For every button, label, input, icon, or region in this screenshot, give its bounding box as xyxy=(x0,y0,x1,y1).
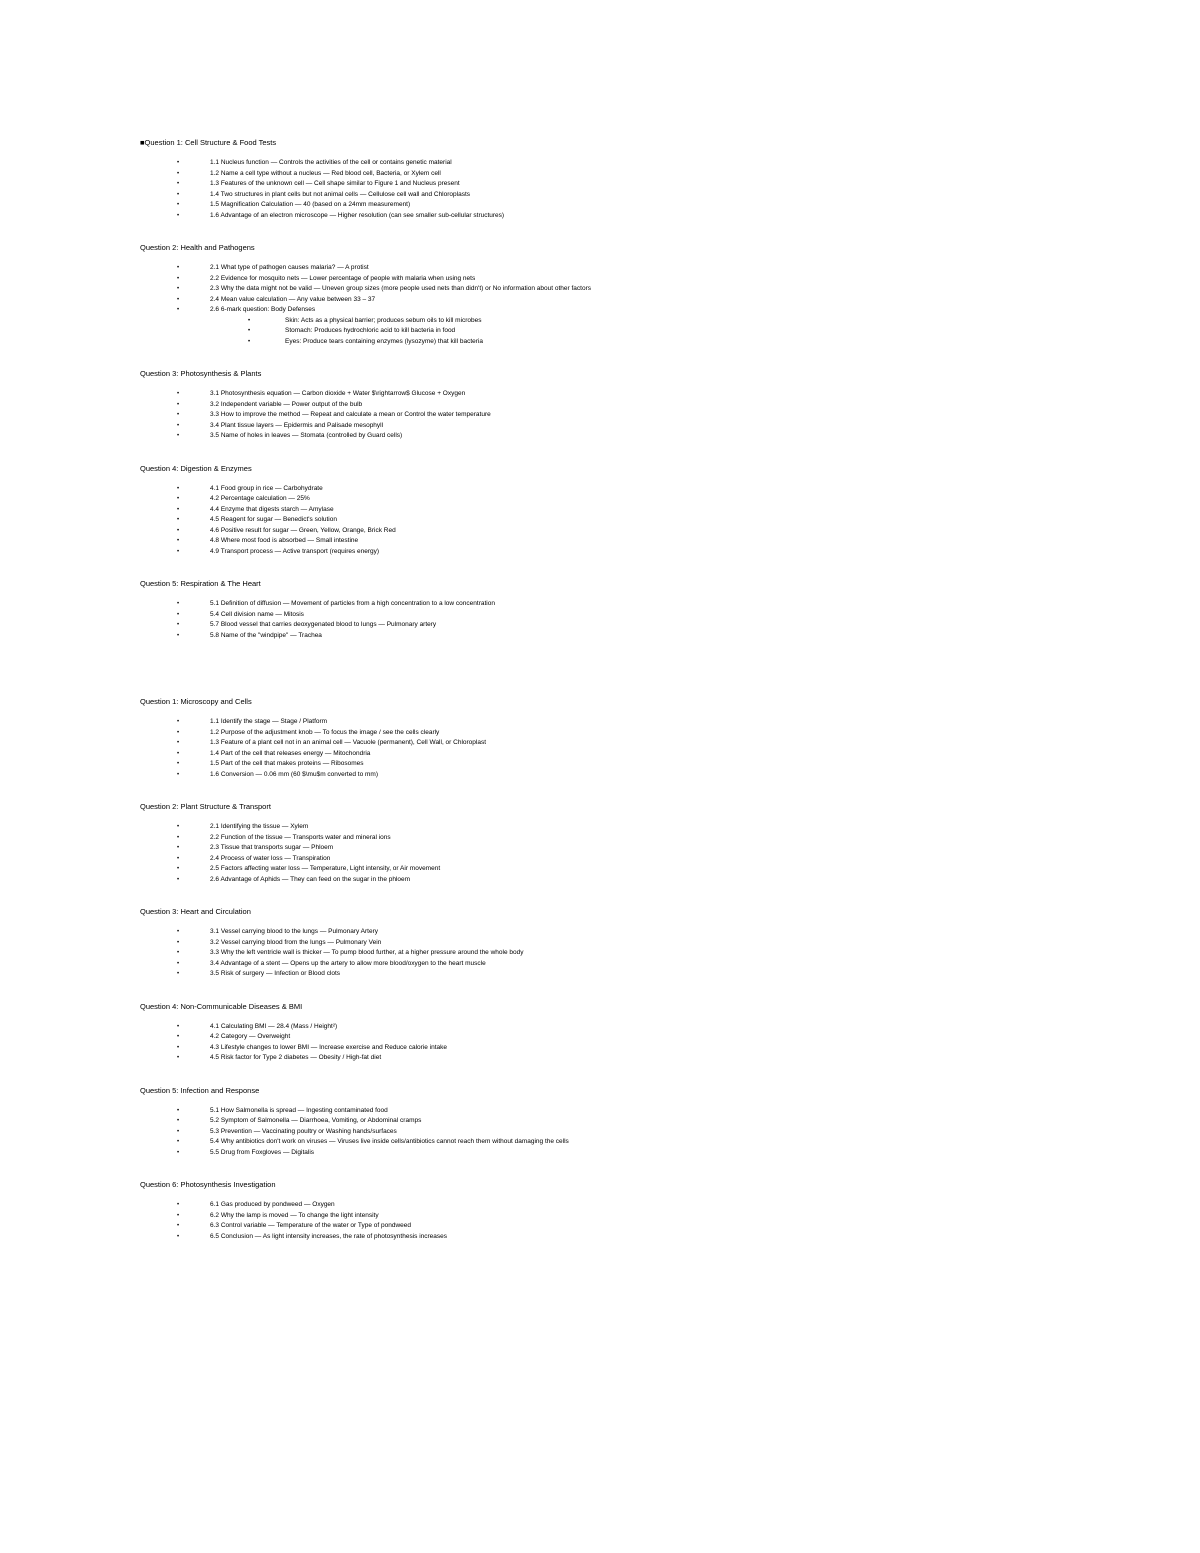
answer-item: • 5.1 Definition of diffusion — Movement of particles from a high concentration to a low concentration xyxy=(140,599,1140,610)
answer-item: • 6.1 Gas produced by pondweed — Oxygen xyxy=(140,1200,1140,1211)
answer-item: • 5.7 Blood vessel that carries deoxygenated blood to lungs — Pulmonary artery xyxy=(140,620,1140,631)
answer-item: • 2.2 Evidence for mosquito nets — Lower percentage of people with malaria when using nets xyxy=(140,274,1140,285)
answer-item: • 4.1 Calculating BMI — 28.4 (Mass / Height²) xyxy=(140,1022,1140,1033)
answer-item: • 4.8 Where most food is absorbed — Small intestine xyxy=(140,536,1140,547)
answer-item: • 3.5 Name of holes in leaves — Stomata (controlled by Guard cells) xyxy=(140,431,1140,442)
answer-item: • 4.2 Category — Overweight xyxy=(140,1032,1140,1043)
answer-item: • 2.3 Tissue that transports sugar — Phloem xyxy=(140,843,1140,854)
sub-answer-item: • Stomach: Produces hydrochloric acid to kill bacteria in food xyxy=(140,326,1140,337)
paper-two-answers xyxy=(140,697,1140,1242)
question-heading: Question 1: Microscopy and Cells xyxy=(140,697,252,706)
answer-item: • 5.8 Name of the "windpipe" — Trachea xyxy=(140,631,1140,642)
answer-item: • 4.6 Positive result for sugar — Green, Yellow, Orange, Brick Red xyxy=(140,526,1140,537)
answer-item: • 1.2 Purpose of the adjustment knob — To focus the image / see the cells clearly xyxy=(140,728,1140,739)
answer-list xyxy=(140,1106,1140,1159)
answer-item: • 1.5 Part of the cell that makes proteins — Ribosomes xyxy=(140,759,1140,770)
answer-item: • 3.1 Vessel carrying blood to the lungs — Pulmonary Artery xyxy=(140,927,1140,938)
sub-answer-item: • Skin: Acts as a physical barrier; produces sebum oils to kill microbes xyxy=(140,316,1140,327)
answer-item: • 3.3 How to improve the method — Repeat and calculate a mean or Control the water temperature xyxy=(140,410,1140,421)
answer-item: • 2.5 Factors affecting water loss — Temperature, Light intensity, or Air movement xyxy=(140,864,1140,875)
answer-item: • 1.1 Identify the stage — Stage / Platform xyxy=(140,717,1140,728)
question-heading: Question 5: Infection and Response xyxy=(140,1085,260,1095)
question-section xyxy=(140,579,1140,641)
answer-item: • 1.6 Advantage of an electron microscope — Higher resolution (can see smaller sub-cellular structures) xyxy=(140,211,1140,222)
answer-item: • 1.2 Name a cell type without a nucleus — Red blood cell, Bacteria, or Xylem cell xyxy=(140,169,1140,180)
answer-item: • 4.5 Risk factor for Type 2 diabetes — Obesity / High-fat diet xyxy=(140,1053,1140,1064)
question-heading: Question 3: Heart and Circulation xyxy=(140,907,251,916)
answer-item: • 3.2 Independent variable — Power output of the bulb xyxy=(140,400,1140,411)
answer-item: • 1.3 Features of the unknown cell — Cell shape similar to Figure 1 and Nucleus present xyxy=(140,179,1140,190)
answer-item: • 1.1 Nucleus function — Controls the activities of the cell or contains genetic material xyxy=(140,158,1140,169)
question-heading: Question 2: Health and Pathogens xyxy=(140,243,255,252)
answer-item: • 2.2 Function of the tissue — Transports water and mineral ions xyxy=(140,833,1140,844)
question-heading: Question 2: Plant Structure & Transport xyxy=(140,802,271,811)
question-section xyxy=(140,243,1140,347)
question-heading: ■Question 1: Cell Structure & Food Tests xyxy=(140,138,277,147)
sub-answer-list xyxy=(140,316,1140,348)
answer-item: • 1.4 Two structures in plant cells but not animal cells — Cellulose cell wall and Chloroplasts xyxy=(140,190,1140,201)
answer-item: • 1.3 Feature of a plant cell not in an animal cell — Vacuole (permanent), Cell Wall, or Chloroplast xyxy=(140,738,1140,749)
answer-item: • 4.1 Food group in rice — Carbohydrate xyxy=(140,484,1140,495)
answer-item: • 4.3 Lifestyle changes to lower BMI — Increase exercise and Reduce calorie intake xyxy=(140,1043,1140,1054)
answer-item: • 3.2 Vessel carrying blood from the lungs — Pulmonary Vein xyxy=(140,938,1140,949)
answer-item: • 2.1 Identifying the tissue — Xylem xyxy=(140,822,1140,833)
answer-list xyxy=(140,599,1140,641)
answer-list xyxy=(140,1022,1140,1064)
answer-list xyxy=(140,1200,1140,1242)
question-section xyxy=(140,138,1140,221)
answer-item: • 5.2 Symptom of Salmonella — Diarrhoea, Vomiting, or Abdominal cramps xyxy=(140,1116,1140,1127)
answer-item: • 2.6 Advantage of Aphids — They can feed on the sugar in the phloem xyxy=(140,875,1140,886)
answer-item: • 3.4 Advantage of a stent — Opens up the artery to allow more blood/oxygen to the heart muscle xyxy=(140,959,1140,970)
answer-list xyxy=(140,822,1140,885)
answer-item: • 1.4 Part of the cell that releases energy — Mitochondria xyxy=(140,749,1140,760)
question-section xyxy=(140,1002,1140,1064)
question-section xyxy=(140,369,1140,442)
answer-item: • 2.3 Why the data might not be valid — Uneven group sizes (more people used nets than didn't) or No information about other factors xyxy=(140,284,1140,295)
question-heading: Question 4: Digestion & Enzymes xyxy=(140,463,252,473)
answer-item: • 6.3 Control variable — Temperature of the water or Type of pondweed xyxy=(140,1221,1140,1232)
answer-item: • 1.6 Conversion — 0.06 mm (60 $\mu$m converted to mm) xyxy=(140,770,1140,781)
answer-item: • 3.5 Risk of surgery — Infection or Blood clots xyxy=(140,969,1140,980)
question-heading: Question 3: Photosynthesis & Plants xyxy=(140,369,262,378)
answer-list xyxy=(140,158,1140,221)
answer-item: • 5.3 Prevention — Vaccinating poultry or Washing hands/surfaces xyxy=(140,1127,1140,1138)
answer-item: • 3.1 Photosynthesis equation — Carbon dioxide + Water $\rightarrow$ Glucose + Oxygen xyxy=(140,389,1140,400)
answer-list xyxy=(140,484,1140,558)
question-heading: Question 5: Respiration & The Heart xyxy=(140,579,261,588)
answer-item: • 4.4 Enzyme that digests starch — Amylase xyxy=(140,505,1140,516)
answer-item: • 2.4 Mean value calculation — Any value between 33 – 37 xyxy=(140,295,1140,306)
sub-answer-item: • Eyes: Produce tears containing enzymes (lysozyme) that kill bacteria xyxy=(140,337,1140,348)
answer-item: • 2.1 What type of pathogen causes malaria? — A protist xyxy=(140,263,1140,274)
answer-item: • 3.3 Why the left ventricle wall is thicker — To pump blood further, at a higher pressure around the whole body xyxy=(140,948,1140,959)
answer-list xyxy=(140,927,1140,980)
question-section xyxy=(140,802,1140,885)
question-section xyxy=(140,1180,1140,1242)
answer-item: • 2.6 6-mark question: Body Defenses xyxy=(140,305,1140,316)
answer-document xyxy=(140,138,1140,1242)
answer-item: • 4.9 Transport process — Active transport (requires energy) xyxy=(140,547,1140,558)
answer-item: • 5.1 How Salmonella is spread — Ingesting contaminated food xyxy=(140,1106,1140,1117)
answer-item: • 6.5 Conclusion — As light intensity increases, the rate of photosynthesis increases xyxy=(140,1232,1140,1243)
question-section xyxy=(140,907,1140,980)
answer-item: • 6.2 Why the lamp is moved — To change the light intensity xyxy=(140,1211,1140,1222)
answer-item: • 4.5 Reagent for sugar — Benedict's solution xyxy=(140,515,1140,526)
question-heading: Question 6: Photosynthesis Investigation xyxy=(140,1180,276,1189)
answer-item: • 5.5 Drug from Foxgloves — Digitalis xyxy=(140,1148,1140,1159)
answer-list xyxy=(140,717,1140,780)
question-section xyxy=(140,464,1140,558)
question-section xyxy=(140,697,1140,780)
answer-item: • 5.4 Why antibiotics don't work on viruses — Viruses live inside cells/antibiotics cannot reach them without damaging the cells xyxy=(140,1137,1140,1148)
question-heading: Question 4: Non-Communicable Diseases & BMI xyxy=(140,1001,303,1011)
answer-item: • 1.5 Magnification Calculation — 40 (based on a 24mm measurement) xyxy=(140,200,1140,211)
answer-item: • 3.4 Plant tissue layers — Epidermis and Palisade mesophyll xyxy=(140,421,1140,432)
answer-item: • 5.4 Cell division name — Mitosis xyxy=(140,610,1140,621)
answer-list xyxy=(140,389,1140,442)
question-section xyxy=(140,1086,1140,1159)
answer-item: • 2.4 Process of water loss — Transpiration xyxy=(140,854,1140,865)
paper-one-answers xyxy=(140,138,1140,641)
answer-list xyxy=(140,263,1140,347)
answer-item: • 4.2 Percentage calculation — 25% xyxy=(140,494,1140,505)
